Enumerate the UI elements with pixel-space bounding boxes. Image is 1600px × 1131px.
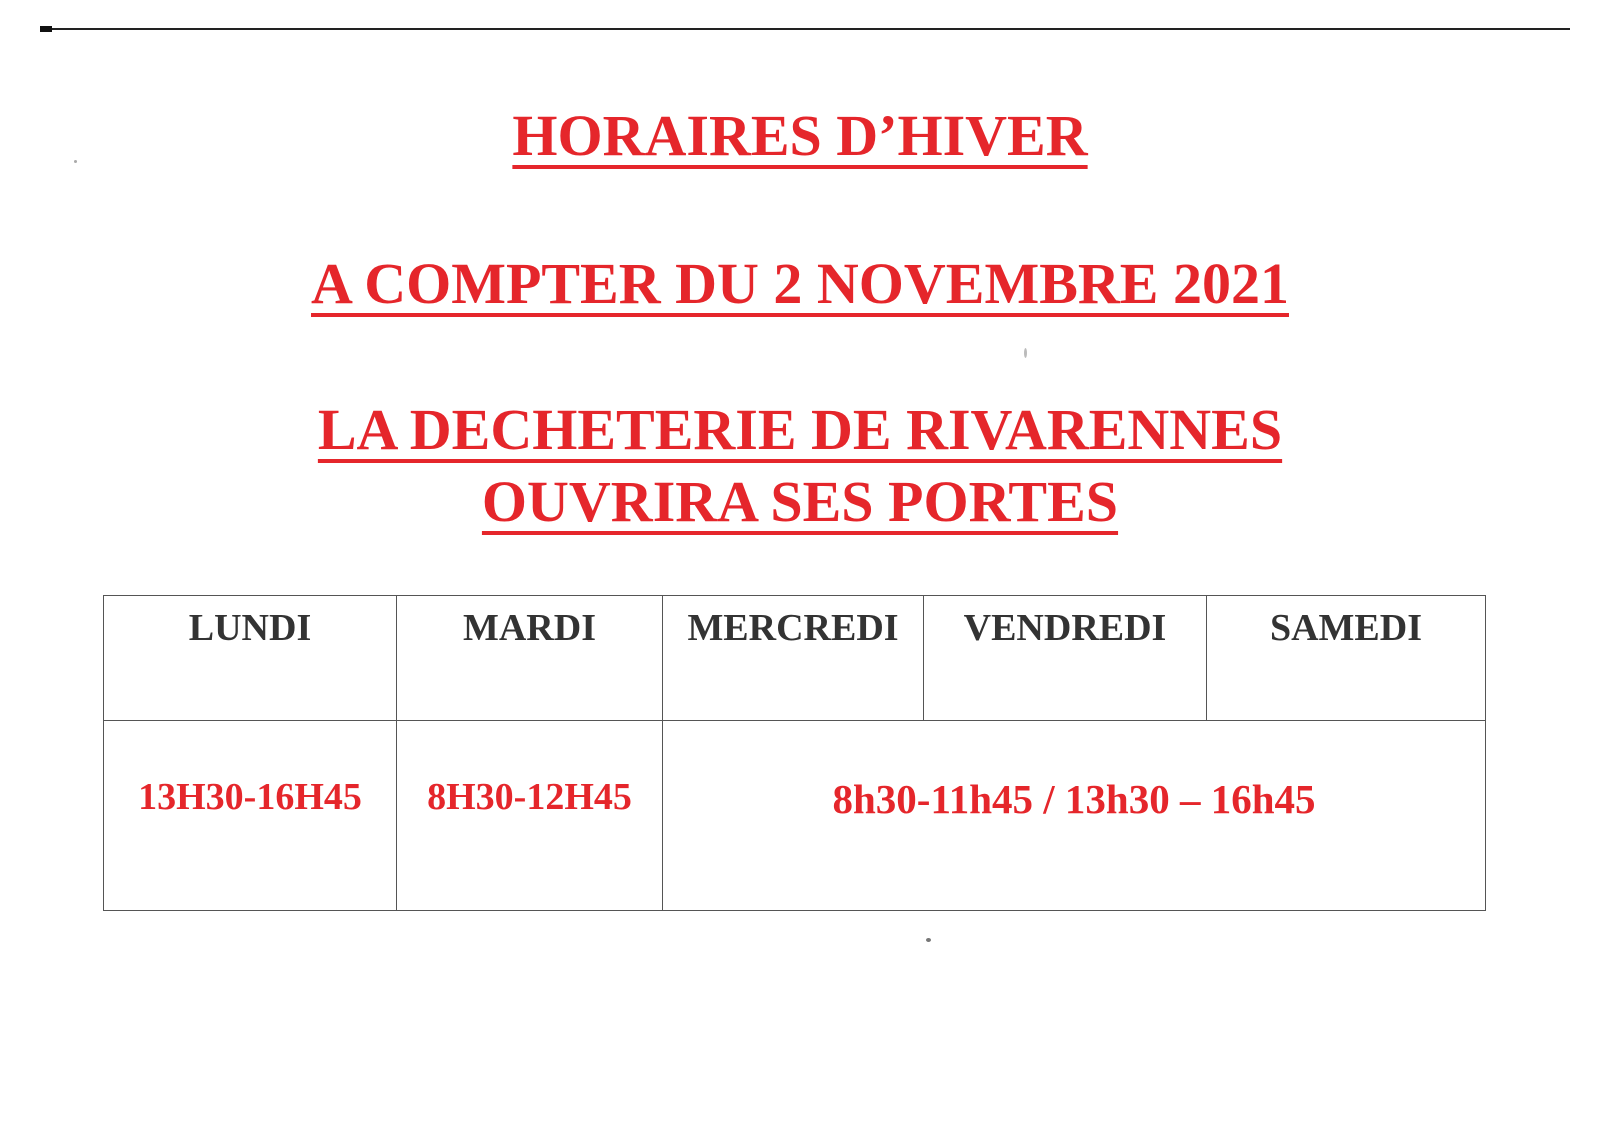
- scan-edge-line: [40, 28, 1570, 30]
- scan-edge-mark: [40, 26, 52, 32]
- hours-mercredi-vendredi-samedi: 8h30-11h45 / 13h30 – 16h45: [663, 721, 1486, 911]
- hours-lundi: 13H30-16H45: [104, 721, 397, 911]
- scan-speck: [1024, 348, 1027, 358]
- day-mardi: MARDI: [397, 596, 663, 721]
- notice-line-1: LA DECHETERIE DE RIVARENNES: [317, 397, 1283, 462]
- notice-line-2: OUVRIRA SES PORTES: [481, 469, 1119, 534]
- days-row: [104, 596, 1486, 721]
- day-mercredi: MERCREDI: [663, 596, 924, 721]
- schedule-table: [103, 595, 1486, 911]
- scan-speck: [926, 938, 931, 942]
- day-samedi: SAMEDI: [1207, 596, 1486, 721]
- hours-mardi: 8H30-12H45: [397, 721, 663, 911]
- day-vendredi: VENDREDI: [924, 596, 1207, 721]
- notice-title: HORAIRES D’HIVER: [512, 103, 1088, 168]
- day-lundi: LUNDI: [104, 596, 397, 721]
- notice-effective-date: A COMPTER DU 2 NOVEMBRE 2021: [311, 251, 1289, 316]
- hours-row: [104, 721, 1486, 911]
